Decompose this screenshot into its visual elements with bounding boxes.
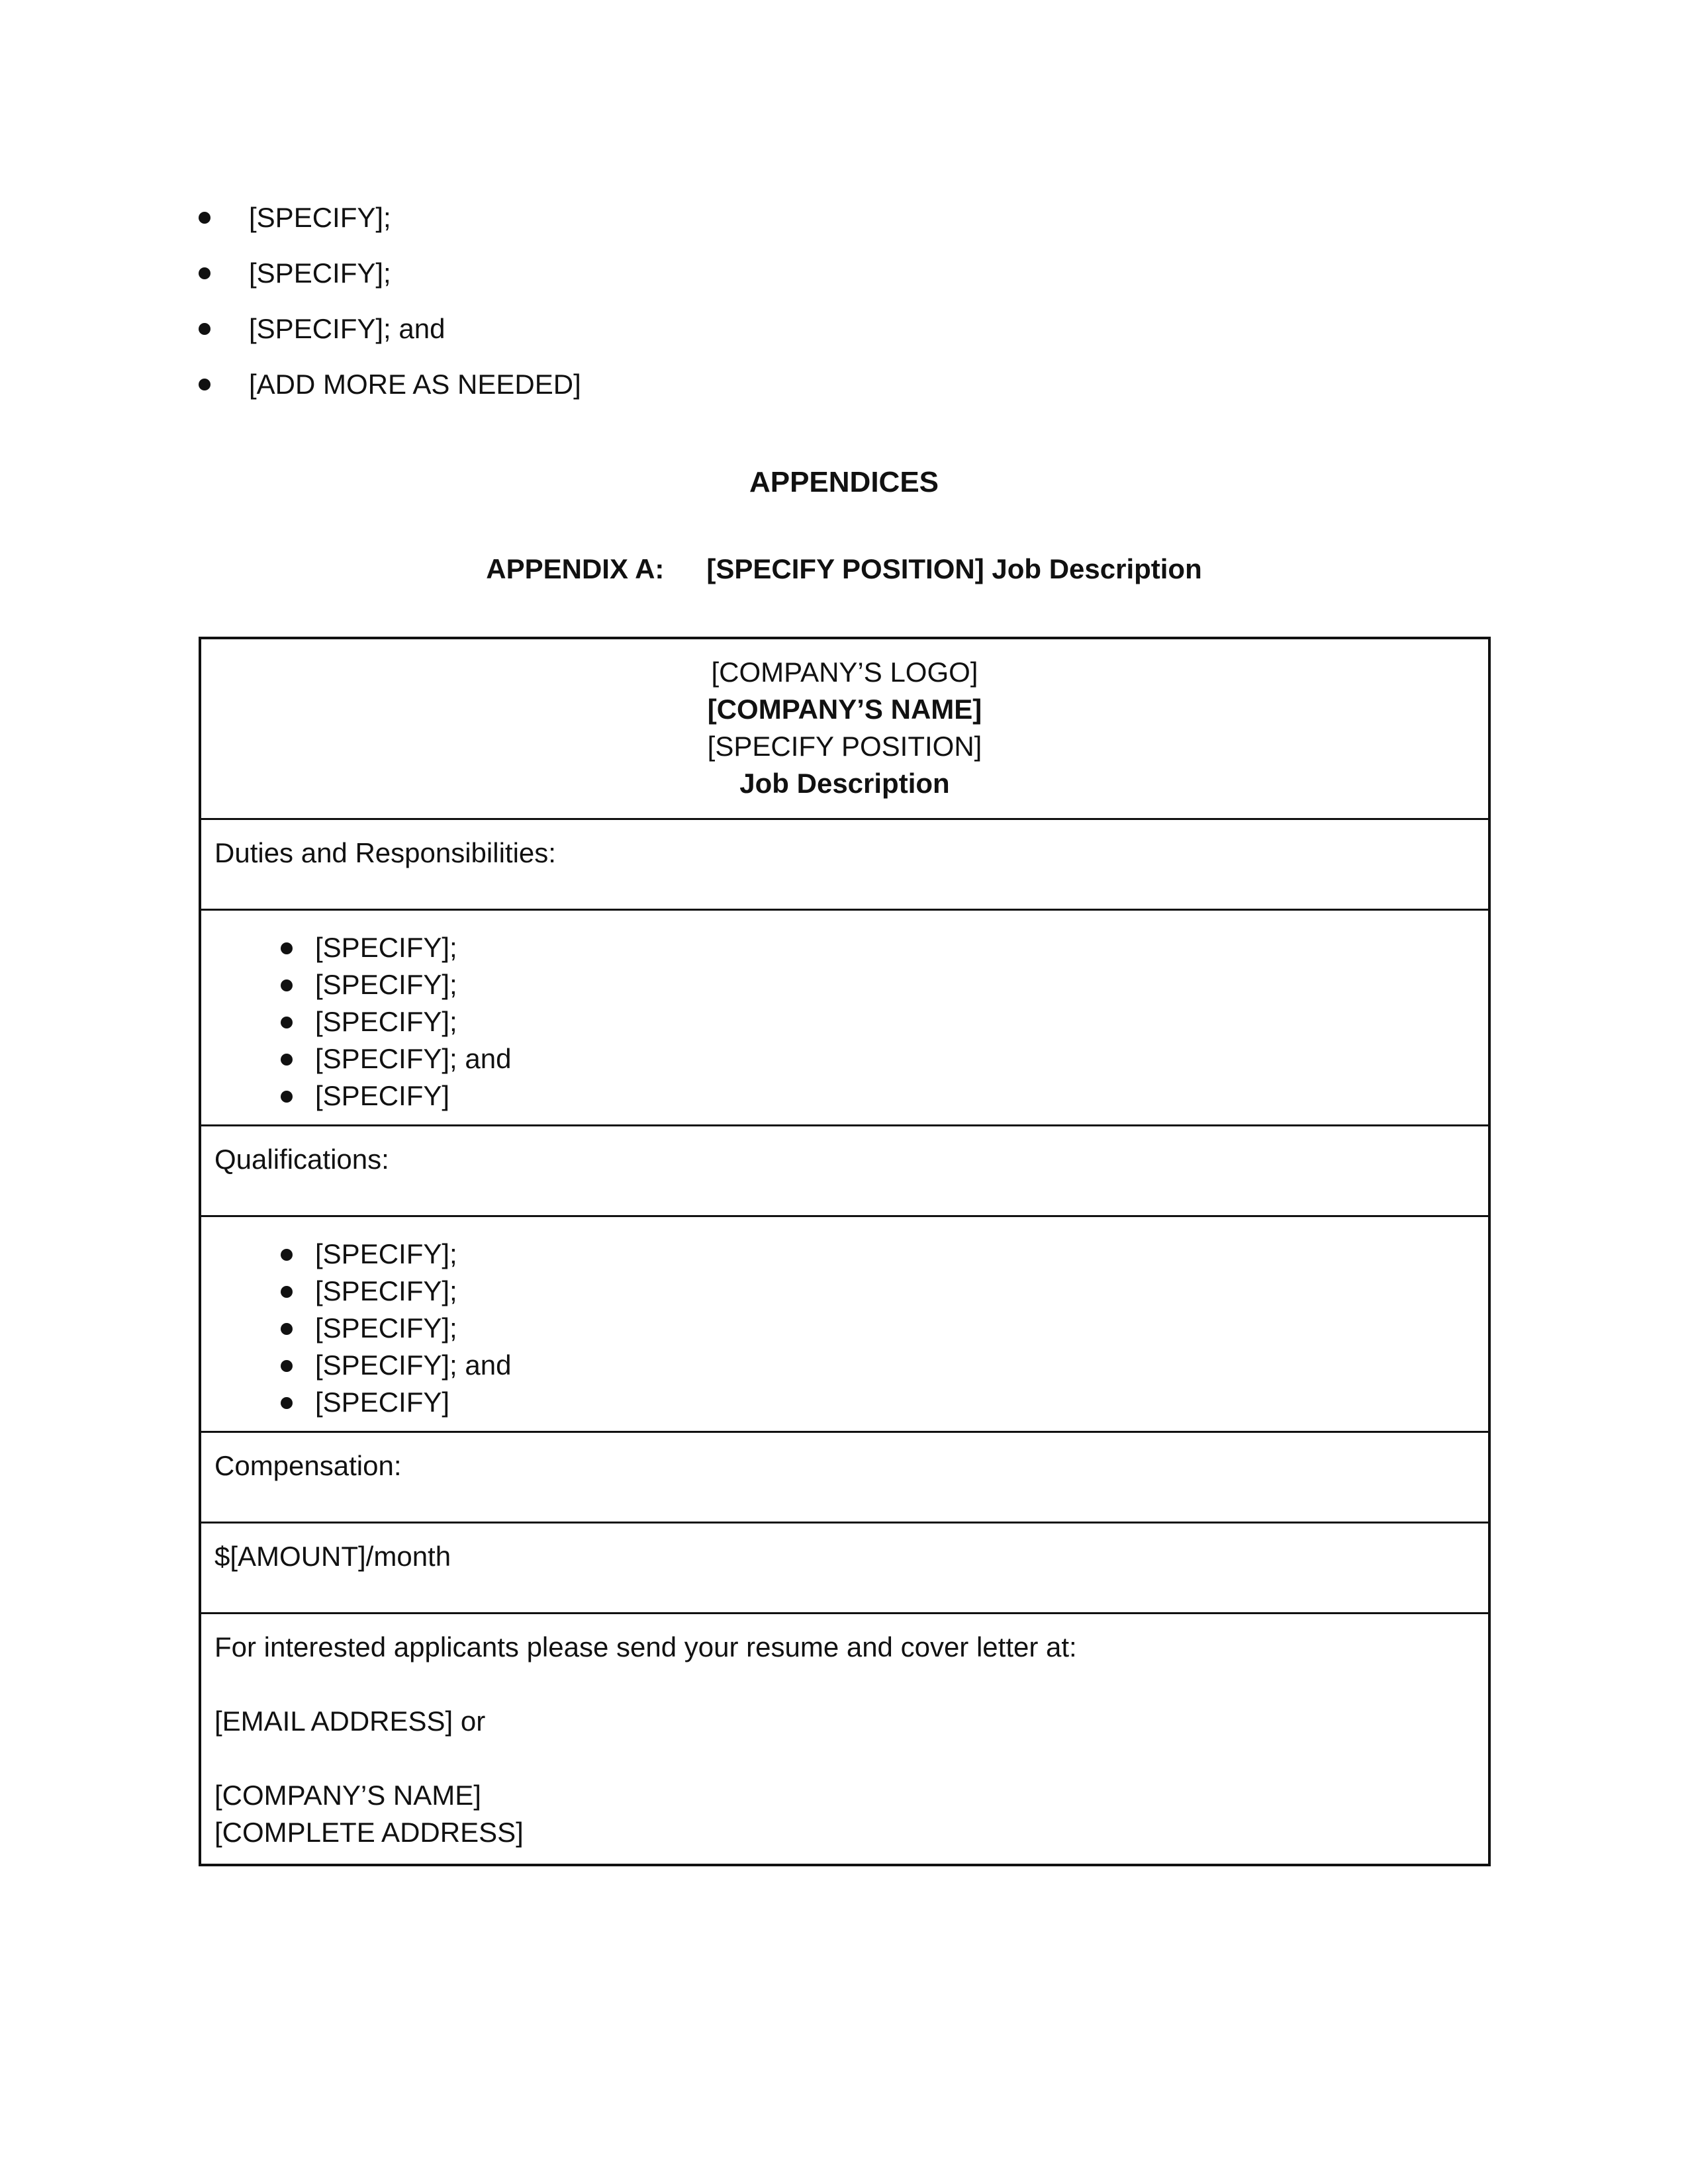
compensation-label-cell [201, 1431, 1488, 1522]
bullet-icon [281, 942, 293, 954]
job-description-table [199, 637, 1491, 1866]
bullet-icon [281, 1286, 293, 1298]
company-name: [COMPANY’S NAME] [707, 694, 982, 725]
list-item [214, 1273, 1475, 1310]
list-item [214, 1003, 1475, 1040]
bullet-icon [199, 212, 211, 224]
bullet-icon [281, 1360, 293, 1372]
list-item [199, 254, 581, 310]
list-item-text: [SPECIFY]; [315, 1312, 457, 1343]
bullet-icon [281, 1091, 293, 1103]
list-item-text: [SPECIFY]; and [315, 1043, 512, 1074]
contact-intro: For interested applicants please send your resume and cover letter at: [214, 1631, 1077, 1662]
list-item-text: [SPECIFY]; [315, 1238, 457, 1269]
appendix-a-heading [0, 553, 1688, 585]
list-item [214, 929, 1475, 966]
list-item-text: [ADD MORE AS NEEDED] [249, 369, 581, 400]
list-item [214, 1347, 1475, 1384]
contact-cell [201, 1612, 1488, 1864]
list-item [199, 199, 581, 254]
bullet-icon [199, 379, 211, 390]
list-item-text: [SPECIFY] [315, 1387, 450, 1418]
list-item-text: [SPECIFY]; and [315, 1349, 512, 1381]
bullet-icon [281, 1249, 293, 1261]
bullet-icon [281, 979, 293, 991]
list-item [214, 1040, 1475, 1077]
list-item [214, 1310, 1475, 1347]
top-bullet-list [199, 199, 581, 421]
duties-label: Duties and Responsibilities: [214, 837, 556, 868]
list-item [199, 310, 581, 365]
position-title: [SPECIFY POSITION] [707, 731, 982, 762]
contact-email: [EMAIL ADDRESS] or [214, 1706, 486, 1737]
list-item [214, 1384, 1475, 1421]
appendix-a-title: [SPECIFY POSITION] Job Description [706, 553, 1202, 584]
list-item [214, 1236, 1475, 1273]
bullet-icon [199, 323, 211, 335]
qualifications-label: Qualifications: [214, 1144, 389, 1175]
contact-address: [COMPLETE ADDRESS] [214, 1817, 524, 1848]
list-item-text: [SPECIFY]; [315, 969, 457, 1000]
appendix-a-label: APPENDIX A: [486, 553, 665, 584]
table-header-cell [201, 639, 1488, 818]
list-item-text: [SPECIFY]; [249, 202, 391, 233]
list-item-text: [SPECIFY]; and [249, 313, 445, 344]
contact-company-name: [COMPANY’S NAME] [214, 1780, 481, 1811]
compensation-amount: $[AMOUNT]/month [214, 1541, 451, 1572]
list-item [214, 966, 1475, 1003]
bullet-icon [199, 267, 211, 279]
job-description-title: Job Description [739, 768, 950, 799]
list-item-text: [SPECIFY]; [315, 932, 457, 963]
compensation-label: Compensation: [214, 1450, 402, 1481]
list-item-text: [SPECIFY]; [249, 257, 391, 289]
qualifications-list-cell [201, 1215, 1488, 1431]
list-item-text: [SPECIFY]; [315, 1006, 457, 1037]
duties-list [214, 929, 1475, 1115]
list-item [199, 365, 581, 421]
duties-list-cell [201, 909, 1488, 1124]
compensation-amount-cell [201, 1522, 1488, 1612]
list-item-text: [SPECIFY] [315, 1080, 450, 1111]
appendices-heading: APPENDICES [749, 466, 939, 498]
bullet-icon [281, 1017, 293, 1028]
qualifications-list [214, 1236, 1475, 1421]
bullet-icon [281, 1054, 293, 1066]
bullet-icon [281, 1397, 293, 1409]
duties-label-cell [201, 818, 1488, 909]
list-item [214, 1077, 1475, 1115]
qualifications-label-cell [201, 1124, 1488, 1215]
list-item-text: [SPECIFY]; [315, 1275, 457, 1306]
bullet-icon [281, 1323, 293, 1335]
company-logo-placeholder: [COMPANY’S LOGO] [711, 657, 978, 688]
